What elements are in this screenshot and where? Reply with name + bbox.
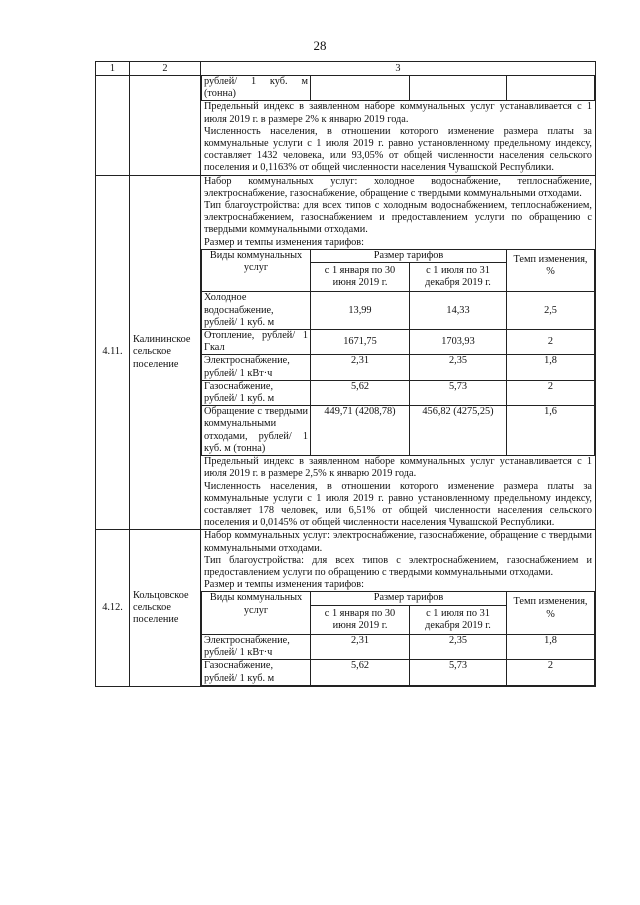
service-name: рублей/ 1 куб. м (тонна): [202, 76, 311, 101]
change-rate: 1,8: [507, 355, 595, 380]
service-name: Газоснабжение, рублей/ 1 куб. м: [202, 660, 311, 685]
improvement-type-text: Тип благоустройства: для всех типов с электроснабжением, газоснабжением и предоставлением услуги по обращению с твердыми коммунальными отходами.: [204, 554, 592, 578]
continuation-tariff-table: [201, 76, 595, 101]
services-set-text: Набор коммунальных услуг: электроснабжение, газоснабжение, обращение с твердыми коммунальными отходами.: [204, 530, 592, 554]
tariff-value-1: 13,99: [311, 292, 410, 330]
change-rate: 2: [507, 330, 595, 355]
service-name: Электроснабжение, рублей/ 1 кВт·ч: [202, 355, 311, 380]
tariff-table-title: Размер и темпы изменения тарифов:: [204, 236, 365, 248]
settlement-name: Кольцовское сельское поселение: [130, 530, 201, 686]
th-change-rate: Темп изменения, %: [507, 592, 595, 635]
limit-index-text: Предельный индекс в заявленном наборе коммунальных услуг устанавливается с 1 июля 2019 г. в размере 2,5% к январю 2019 года.: [204, 456, 592, 480]
tariff-value-2: 456,82 (4275,25): [410, 406, 507, 456]
th-change-rate: Темп изменения, %: [507, 249, 595, 292]
tariff-row: [202, 330, 595, 355]
change-rate: 2,5: [507, 292, 595, 330]
service-name: Электроснабжение, рублей/ 1 кВт·ч: [202, 634, 311, 659]
tariff-table: [201, 249, 595, 456]
tariff-row: [202, 380, 595, 405]
page-number: 28: [313, 38, 327, 53]
tariff-value-1: 449,71 (4208,78): [311, 406, 410, 456]
change-rate: 1,8: [507, 634, 595, 659]
header-col-3: 3: [201, 62, 596, 76]
change-rate: 2: [507, 660, 595, 685]
tariff-value-1: 2,31: [311, 634, 410, 659]
th-tariff-size: Размер тарифов: [311, 249, 507, 262]
service-name: Газоснабжение, рублей/ 1 куб. м: [202, 380, 311, 405]
improvement-type-text: Тип благоустройства: для всех типов с холодным водоснабжением, теплоснабжением, электроснабжением, газоснабжением и предоставлением услуги по обращению с твердыми коммунальными отходами.: [204, 200, 592, 236]
th-service-kind: Виды коммунальных услуг: [202, 592, 311, 635]
change-rate: 1,6: [507, 406, 595, 456]
th-period-1: с 1 января по 30 июня 2019 г.: [311, 605, 410, 634]
tariff-row: [202, 355, 595, 380]
settlement-name: Калининское сельское поселение: [130, 175, 201, 530]
settlement-row: [96, 530, 596, 686]
th-period-2: с 1 июля по 31 декабря 2019 г.: [410, 605, 507, 634]
limit-index-text: Предельный индекс в заявленном наборе коммунальных услуг устанавливается с 1 июля 2019 г. в размере 2% к январю 2019 года.: [204, 101, 592, 125]
th-service-kind: Виды коммунальных услуг: [202, 249, 311, 292]
tariff-value-1: 2,31: [311, 355, 410, 380]
population-text: Численность населения, в отношении которого изменение размера платы за коммунальные услуги с 1 июля 2019 г. равно установленному предельному индексу, составляет 1432 человека, или 93,05% от общей численности населения сельского поселения и 0,1163% от общей численности населения Чувашской Республики.: [204, 125, 592, 174]
th-period-2: с 1 июля по 31 декабря 2019 г.: [410, 263, 507, 292]
tariff-row: [202, 660, 595, 685]
tariff-value-2: 5,73: [410, 380, 507, 405]
settlement-row: [96, 175, 596, 530]
change-rate: 2: [507, 380, 595, 405]
row-number: 4.12.: [96, 530, 130, 686]
tariff-table-title: Размер и темпы изменения тарифов:: [204, 579, 365, 591]
tariff-value-2: 1703,93: [410, 330, 507, 355]
tariff-row: [202, 406, 595, 456]
tariff-value-2: 2,35: [410, 634, 507, 659]
tariff-value-2: 2,35: [410, 355, 507, 380]
settlements-table: [95, 61, 596, 687]
tariff-value-2: 5,73: [410, 660, 507, 685]
row-number: 4.11.: [96, 175, 130, 530]
tariff-table: [201, 591, 595, 685]
header-col-1: 1: [96, 62, 130, 76]
service-name: Холодное водоснабжение, рублей/ 1 куб. м: [202, 292, 311, 330]
tariff-row: [202, 634, 595, 659]
population-text: Численность населения, в отношении которого изменение размера платы за коммунальные услуги с 1 июля 2019 г. равно установленному предельному индексу, составляет 178 человек, или 6,51% от общей численности населения сельского поселения и 0,0145% от общей численности населения Чувашской Республики.: [204, 480, 592, 529]
th-period-1: с 1 января по 30 июня 2019 г.: [311, 263, 410, 292]
tariff-value-1: 5,62: [311, 660, 410, 685]
tariff-value-1: 5,62: [311, 380, 410, 405]
header-col-2: 2: [130, 62, 201, 76]
header-row: [96, 62, 596, 76]
tariff-value-1: 1671,75: [311, 330, 410, 355]
tariff-value-2: 14,33: [410, 292, 507, 330]
th-tariff-size: Размер тарифов: [311, 592, 507, 605]
service-name: Отопление, рублей/ 1 Гкал: [202, 330, 311, 355]
service-name: Обращение с твердыми коммунальными отходами, рублей/ 1 куб. м (тонна): [202, 406, 311, 456]
tariff-row: [202, 292, 595, 330]
continuation-row: [96, 76, 596, 176]
services-set-text: Набор коммунальных услуг: холодное водоснабжение, теплоснабжение, электроснабжение, газоснабжение, обращение с твердыми коммунальными отходами.: [204, 175, 592, 199]
